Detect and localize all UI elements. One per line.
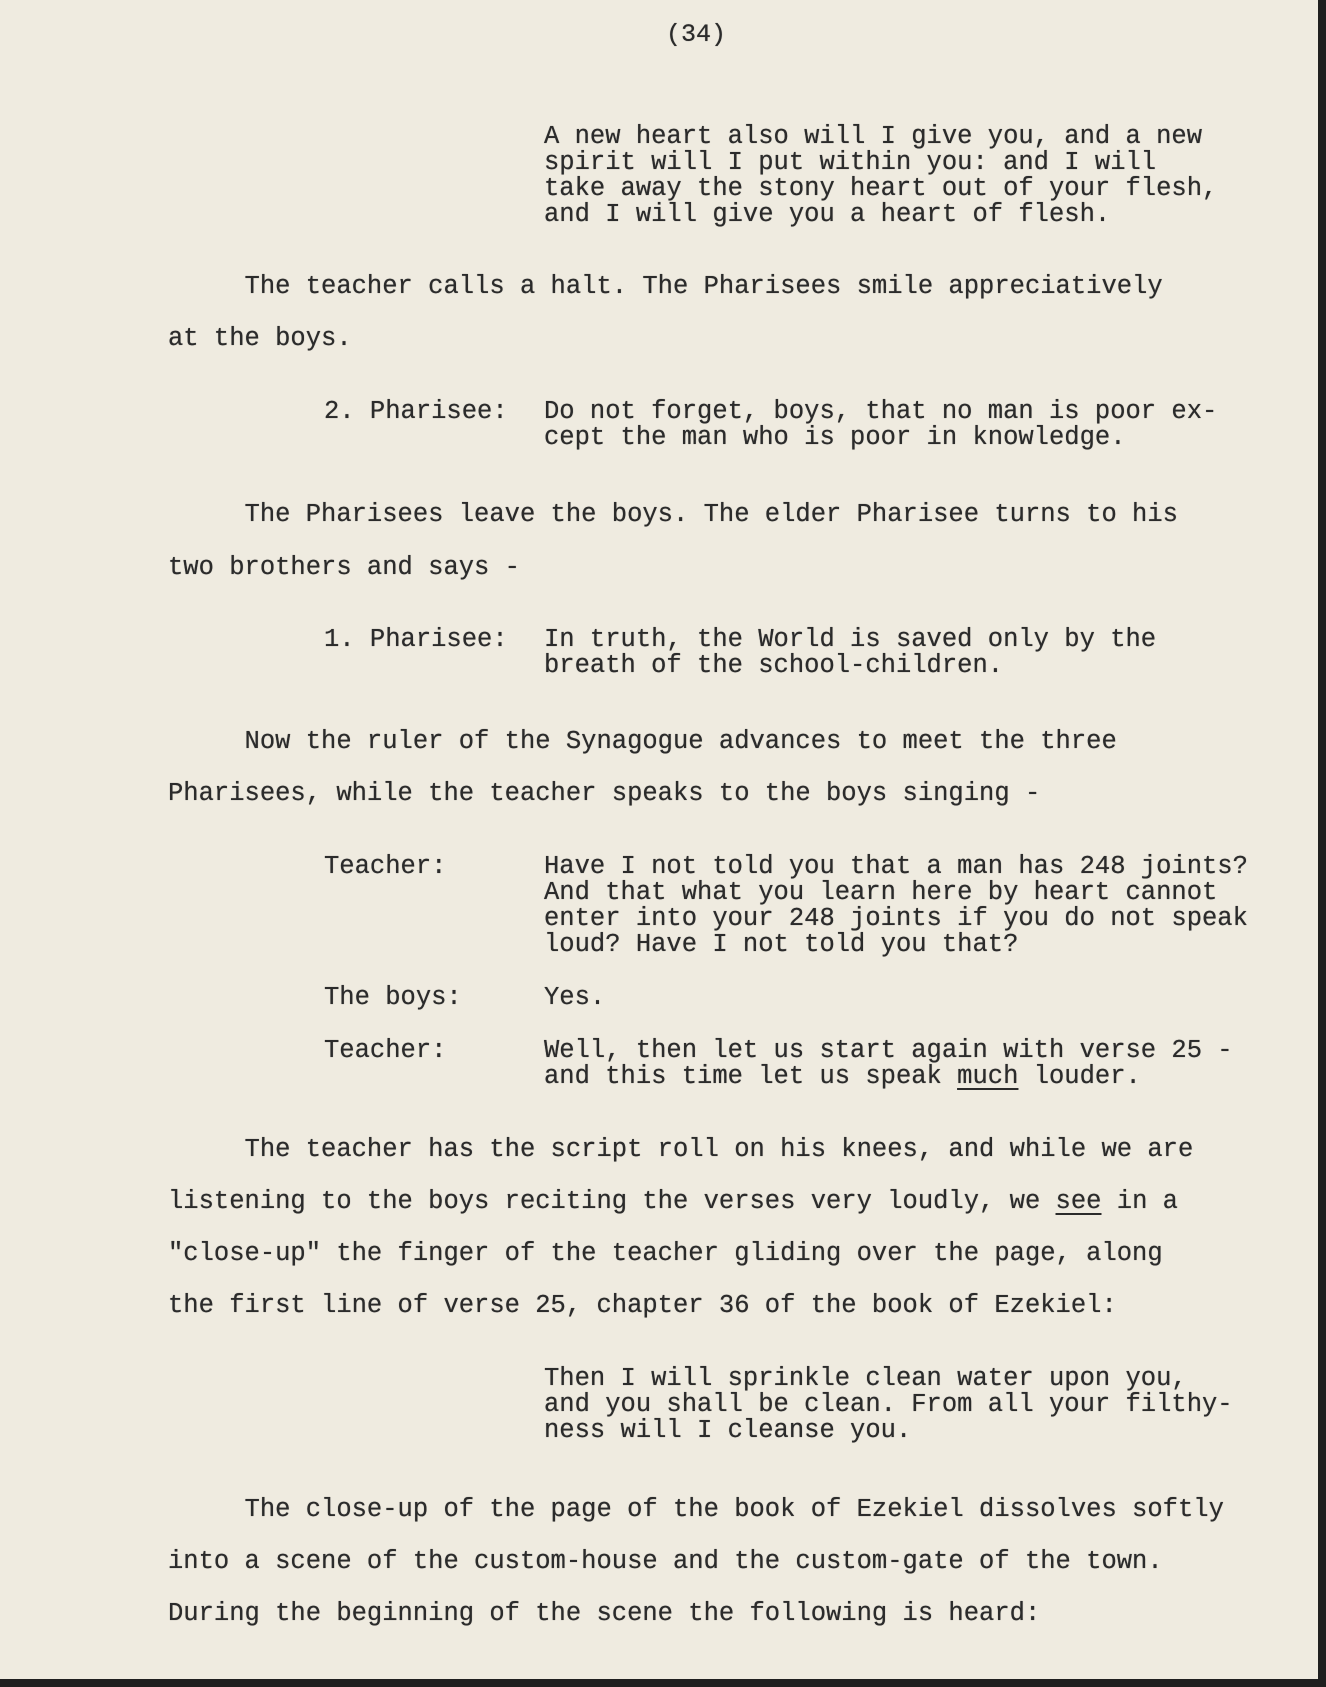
dialogue-speaker: Teacher: xyxy=(324,852,447,881)
dialogue-line: Have I not told you that a man has 248 joints? xyxy=(544,852,1248,881)
dialogue-line: cept the man who is poor in knowledge. xyxy=(544,423,1126,452)
stage-direction-line: During the beginning of the scene the following is heard: xyxy=(168,1599,1041,1628)
scan-border-right xyxy=(1318,0,1326,1687)
stage-direction-line: two brothers and says - xyxy=(168,553,520,582)
verse-quote-line: and you shall be clean. From all your filthy- xyxy=(544,1390,1233,1419)
dialogue-line: Well, then let us start again with verse 25 - xyxy=(544,1036,1233,1065)
dialogue-line xyxy=(544,1064,1141,1090)
dialogue-line: enter into your 248 joints if you do not speak xyxy=(544,904,1248,933)
dialogue-speaker: 2. Pharisee: xyxy=(324,397,508,426)
scan-border-bottom xyxy=(0,1679,1326,1687)
stage-direction-line: "close-up" the finger of the teacher gliding over the page, along xyxy=(168,1239,1163,1268)
stage-direction-line: Pharisees, while the teacher speaks to the boys singing - xyxy=(168,779,1041,808)
stage-direction-line: Now the ruler of the Synagogue advances to meet the three xyxy=(168,727,1117,756)
stage-direction-line: The Pharisees leave the boys. The elder Pharisee turns to his xyxy=(168,500,1178,529)
verse-quote-line: ness will I cleanse you. xyxy=(544,1416,912,1445)
stage-direction-line: the first line of verse 25, chapter 36 of the book of Ezekiel: xyxy=(168,1291,1117,1320)
stage-direction-line xyxy=(168,1189,1178,1215)
page-number: (34) xyxy=(666,20,727,49)
verse-quote-line: A new heart also will I give you, and a new xyxy=(544,122,1203,151)
verse-quote-line: spirit will I put within you: and I will xyxy=(544,148,1157,177)
dialogue-line: Do not forget, boys, that no man is poor ex- xyxy=(544,397,1218,426)
stage-direction-text: in a xyxy=(1101,1187,1178,1216)
dialogue-line: Yes. xyxy=(544,983,606,1012)
dialogue-speaker: Teacher: xyxy=(324,1036,447,1065)
dialogue-text: and this time let us speak xyxy=(544,1062,958,1091)
stage-direction-line: The teacher calls a halt. The Pharisees smile appreciatively xyxy=(168,272,1163,301)
dialogue-speaker: 1. Pharisee: xyxy=(324,625,508,654)
underlined-emphasis: see xyxy=(1055,1187,1102,1216)
verse-quote-line: take away the stony heart out of your flesh, xyxy=(544,174,1218,203)
stage-direction-line: at the boys. xyxy=(168,324,352,353)
stage-direction-line: The close-up of the page of the book of Ezekiel dissolves softly xyxy=(168,1495,1224,1524)
verse-quote-line: and I will give you a heart of flesh. xyxy=(544,200,1111,229)
stage-direction-text: listening to the boys reciting the verses very loudly, we xyxy=(168,1187,1056,1216)
dialogue-text: louder. xyxy=(1018,1062,1141,1091)
dialogue-line: breath of the school-children. xyxy=(544,651,1004,680)
dialogue-line: And that what you learn here by heart cannot xyxy=(544,878,1218,907)
stage-direction-line: into a scene of the custom-house and the custom-gate of the town. xyxy=(168,1547,1163,1576)
verse-quote-line: Then I will sprinkle clean water upon you, xyxy=(544,1364,1187,1393)
underlined-emphasis: much xyxy=(957,1062,1019,1091)
stage-direction-line: The teacher has the script roll on his knees, and while we are xyxy=(168,1135,1194,1164)
dialogue-speaker: The boys: xyxy=(324,983,462,1012)
dialogue-line: loud? Have I not told you that? xyxy=(544,930,1019,959)
dialogue-line: In truth, the World is saved only by the xyxy=(544,625,1157,654)
